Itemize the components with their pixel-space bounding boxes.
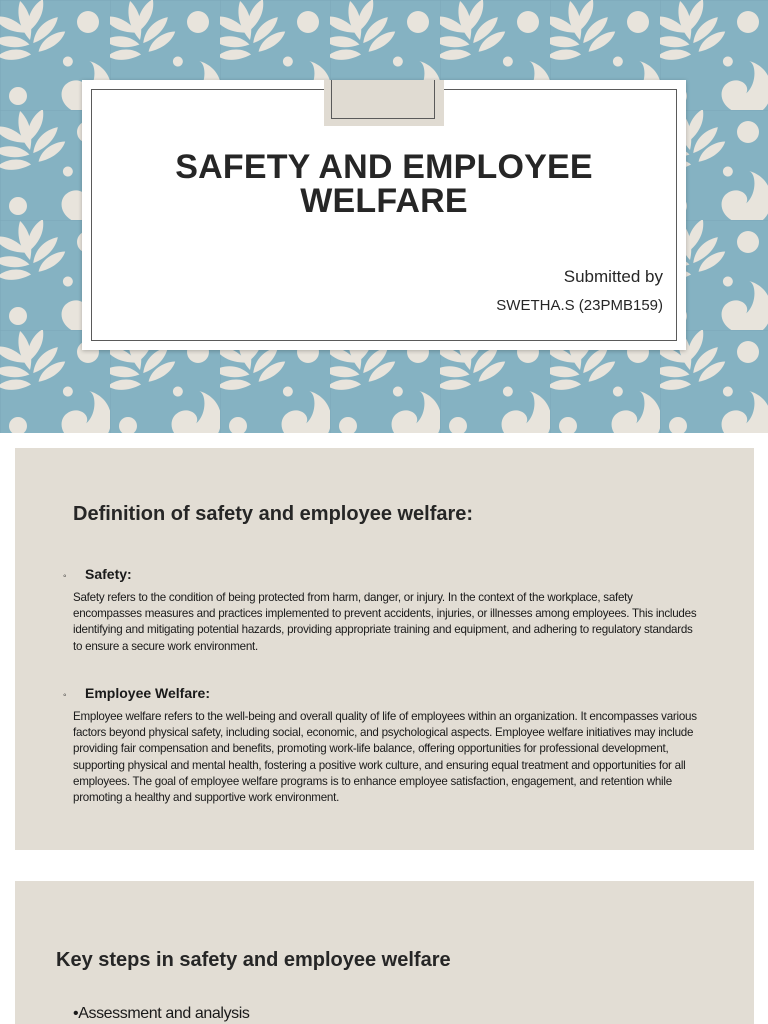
bullet-marker: ◦ (63, 690, 67, 701)
author-name: SWETHA.S (23PMB159) (496, 297, 663, 314)
bullet-title-safety: Safety: (85, 566, 132, 582)
key-steps-slide (15, 881, 754, 1024)
key-steps-heading: Key steps in safety and employee welfare (56, 949, 451, 971)
key-step-item: •Assessment and analysis (73, 1005, 250, 1022)
definition-heading: Definition of safety and employee welfare: (73, 503, 474, 525)
title-card-tab (324, 80, 444, 126)
bullet-title-employee-welfare: Employee Welfare: (85, 685, 211, 701)
submitted-by-label: Submitted by (563, 267, 663, 286)
bullet-employee-welfare (63, 685, 210, 701)
bullet-body-safety: Safety refers to the condition of being protected from harm, danger, or injury. In the context of the workplace, safety encompasses measures and practices implemented to prevent accidents, injuries, or illnesses among employees. This includes identifying and mitigating potential hazards, providing appropriate training and equipment, and adhering to regulatory standards to ensure a secure work environment. (73, 591, 697, 653)
slide-title: SAFETY AND EMPLOYEE WELFARE (175, 148, 593, 220)
bullet-marker: ◦ (63, 571, 67, 582)
title-card (82, 80, 686, 350)
bullet-safety (63, 566, 132, 582)
definition-slide (15, 448, 754, 850)
title-slide (0, 0, 768, 433)
title-card-tab-inner (331, 80, 435, 119)
bullet-body-employee-welfare: Employee welfare refers to the well-being and overall quality of life of employees within an organization. It encompasses various factors beyond physical safety, including social, economic, and psychological aspects. Employee welfare initiatives may include providing fair compensation and benefits, promoting work-life balance, offering opportunities for professional development, supporting physical and mental health, fostering a positive work culture, and ensuring equal treatment and opportunities for all employees. The goal of employee welfare programs is to enhance employee satisfaction, engagement, and retention while promoting a healthy and supportive work environment. (73, 710, 697, 805)
